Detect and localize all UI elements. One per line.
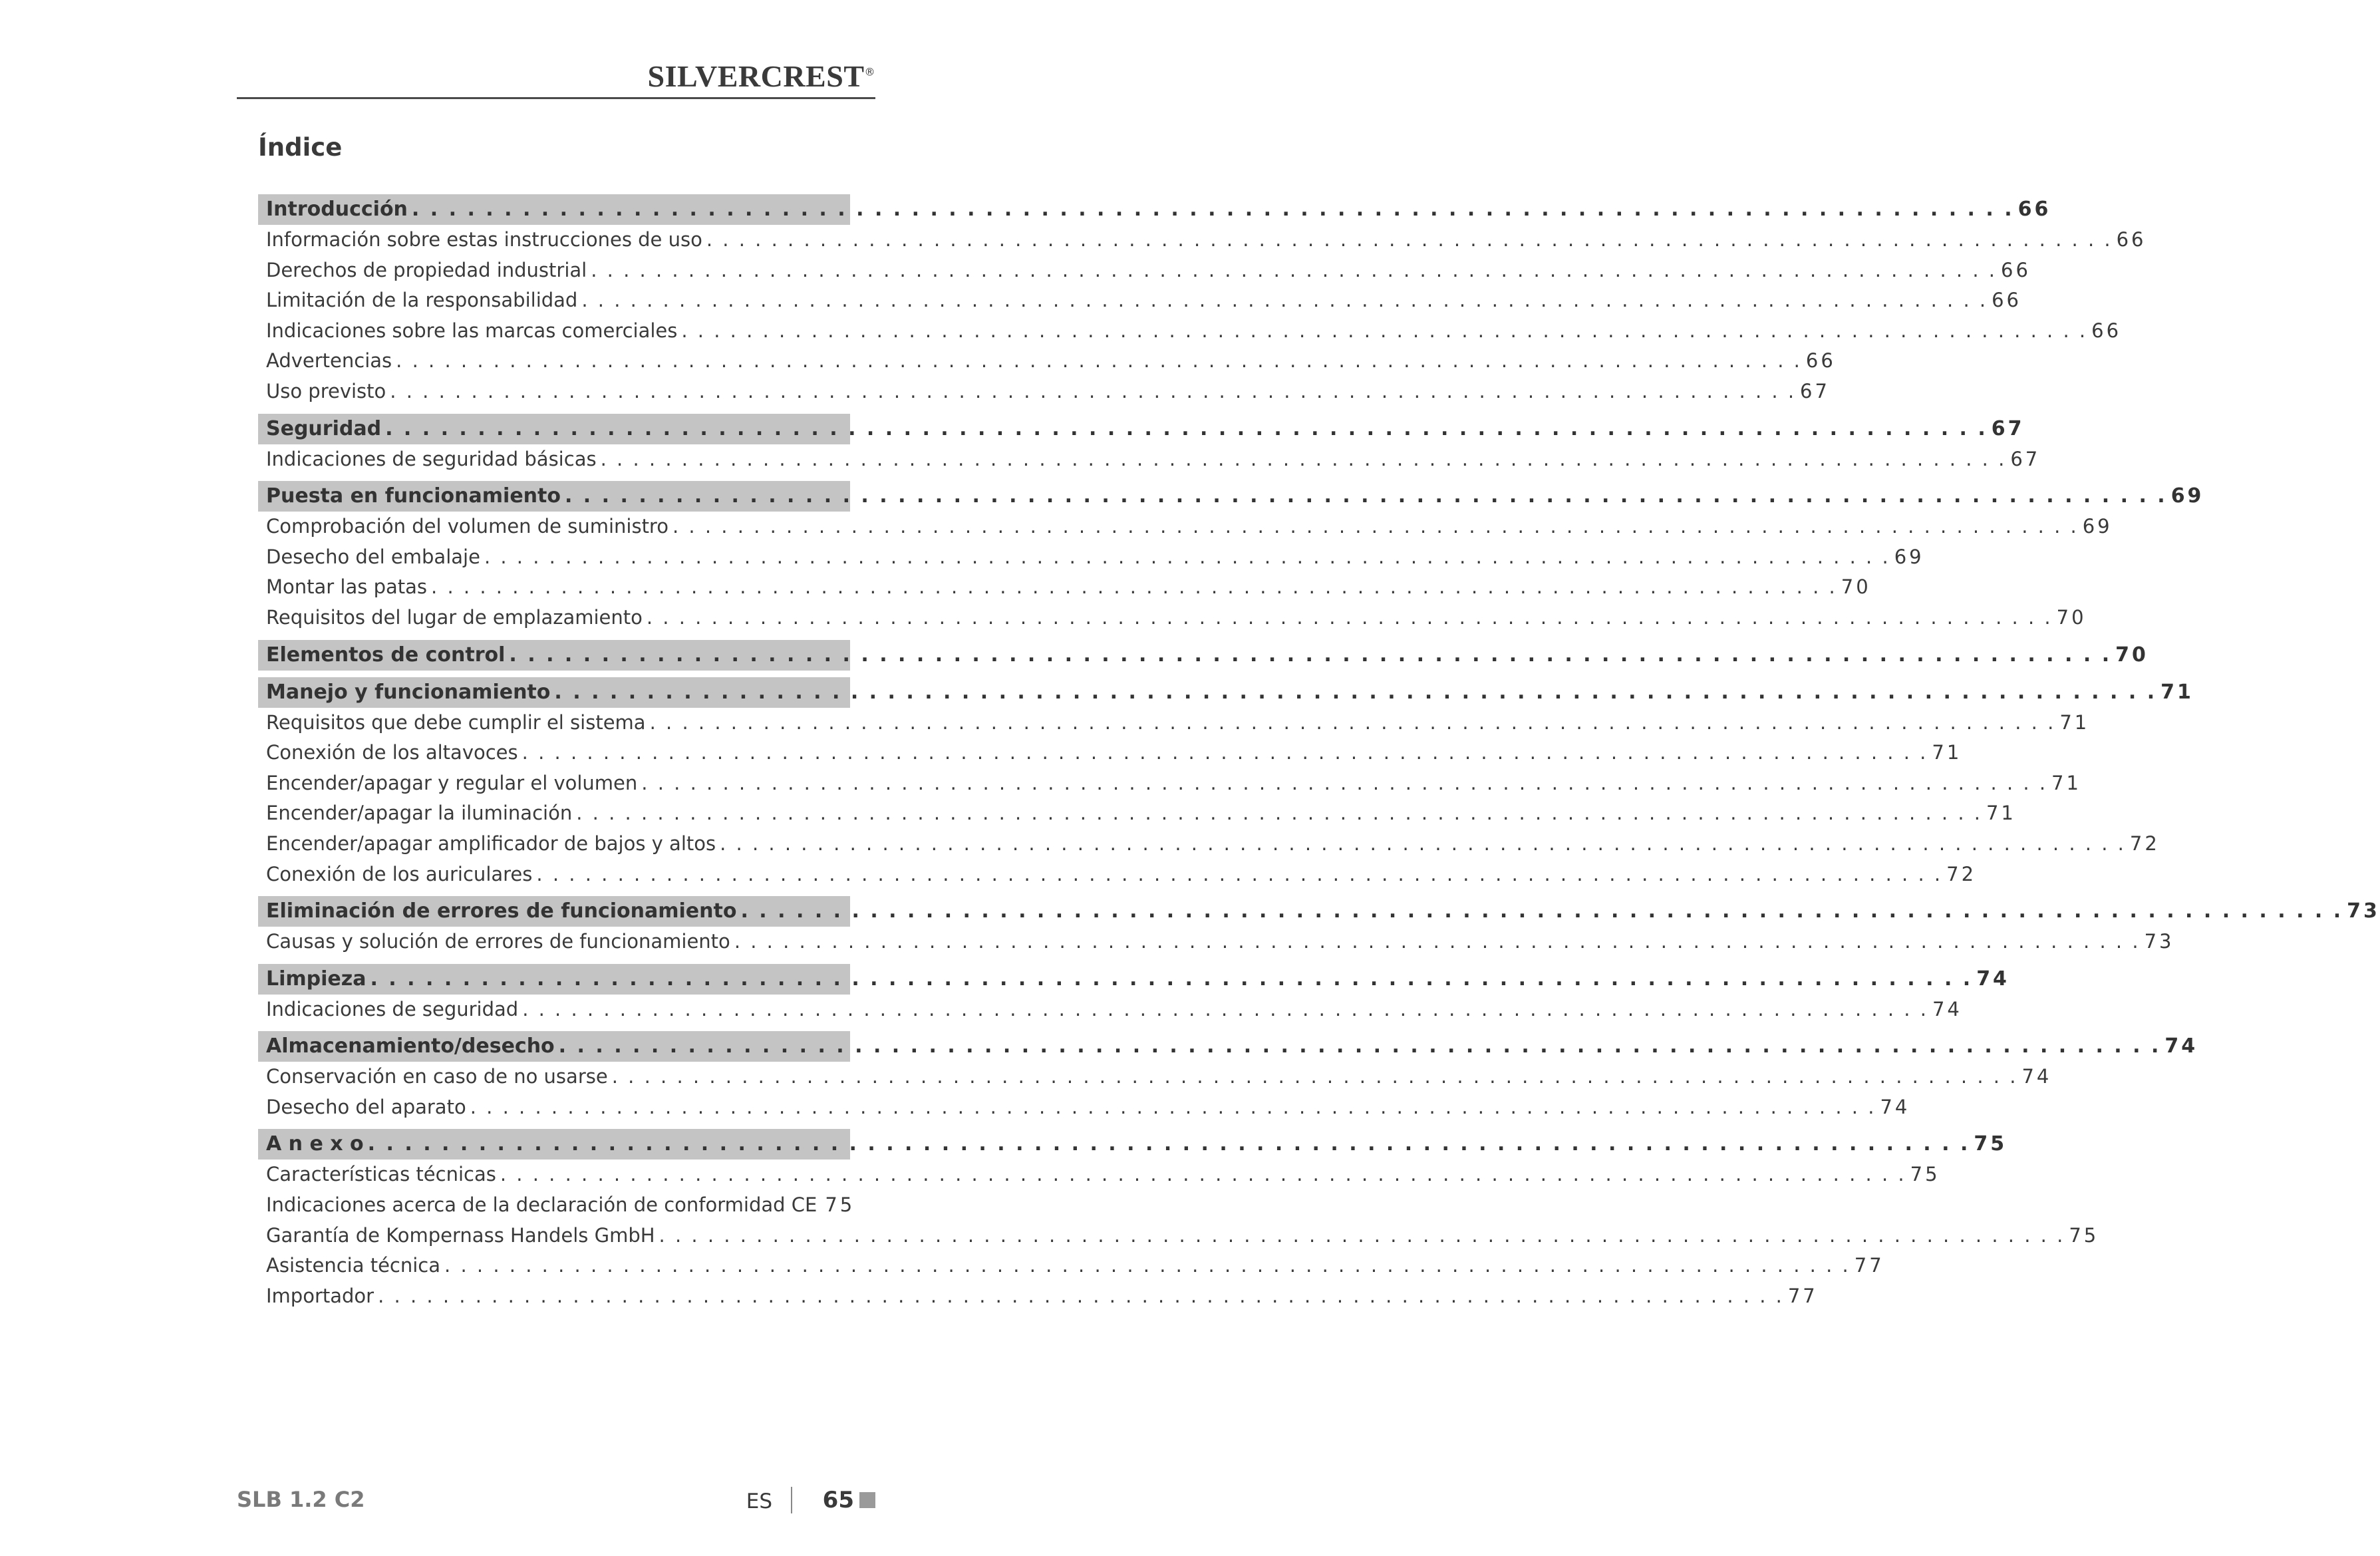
toc-entry[interactable]: [258, 444, 2041, 475]
toc-entry-page: 67: [2010, 447, 2041, 470]
toc-entry[interactable]: [258, 1251, 1884, 1281]
toc-entry[interactable]: [258, 708, 2090, 738]
toc-entry[interactable]: [258, 829, 2160, 859]
toc-section-title: Eliminación de errores de funcionamiento: [266, 899, 737, 923]
toc-section-page: 71: [2160, 680, 2194, 704]
toc-entry-label: Indicaciones de seguridad básicas: [266, 447, 597, 470]
header-divider: [237, 97, 875, 99]
page-header: [237, 47, 875, 100]
toc-entry-label: Advertencias: [266, 349, 392, 373]
dot-leader: [412, 194, 2014, 225]
toc-entry-page: 71: [2059, 710, 2090, 734]
toc-entry-page: 71: [1932, 741, 1962, 764]
toc-section-title: Limpieza: [266, 967, 367, 991]
toc-section-page: 67: [1991, 416, 2025, 440]
toc-entry[interactable]: [258, 859, 1977, 890]
table-of-contents: [258, 194, 2380, 1311]
toc-entry[interactable]: [258, 738, 1962, 768]
toc-entry-page: 70: [2056, 605, 2087, 629]
toc-section-page: 69: [2170, 484, 2204, 508]
toc-entry-label: Desecho del embalaje: [266, 545, 480, 568]
dot-leader: [500, 1160, 1906, 1190]
toc-entry-label: Desecho del aparato: [266, 1095, 466, 1118]
dot-leader: [612, 1062, 2018, 1092]
toc-entry-label: Requisitos que debe cumplir el sistema: [266, 710, 646, 734]
dot-leader: [740, 896, 2343, 927]
toc-section-page: 74: [1976, 967, 2009, 991]
dot-leader: [522, 995, 1928, 1025]
toc-entry-page: 71: [1986, 802, 2016, 825]
toc-section-page: 75: [1974, 1132, 2008, 1156]
toc-entry-page: 71: [2051, 771, 2081, 794]
toc-entry-page: 72: [2129, 832, 2160, 855]
dot-leader: [484, 542, 1890, 573]
toc-entry-page: 73: [2144, 930, 2174, 953]
toc-entry[interactable]: [258, 1221, 2099, 1251]
toc-entry-page: 72: [1946, 862, 1977, 885]
toc-entry-label: Encender/apagar amplificador de bajos y altos: [266, 832, 716, 855]
toc-section-title: Elementos de control: [266, 643, 506, 667]
toc-entry-label: Conexión de los auriculares: [266, 862, 533, 885]
toc-entry[interactable]: [258, 1062, 2052, 1092]
toc-entry-label: Encender/apagar y regular el volumen: [266, 771, 638, 794]
model-number: SLB 1.2 C2: [237, 1487, 365, 1512]
toc-entry-page: 66: [1805, 349, 1836, 373]
toc-entry-label: Conexión de los altavoces: [266, 741, 518, 764]
dot-leader: [672, 512, 2079, 542]
toc-entry-page: 75: [825, 1193, 855, 1217]
page-number: 65: [822, 1487, 854, 1513]
dot-leader: [470, 1092, 1876, 1123]
dot-leader: [370, 964, 1972, 995]
toc-section-title: Seguridad: [266, 416, 382, 440]
footer-divider: [791, 1487, 792, 1513]
dot-leader: [720, 829, 2126, 859]
toc-section-header[interactable]: [258, 194, 2051, 225]
toc-entry-page: 77: [1787, 1284, 1818, 1307]
toc-entry-page: 66: [2091, 319, 2122, 342]
toc-section-header[interactable]: [258, 1031, 2198, 1062]
toc-entry-page: 77: [1854, 1254, 1884, 1277]
toc-section-page: 70: [2115, 643, 2149, 667]
dot-leader: [378, 1281, 1784, 1312]
toc-entry-page: 67: [1800, 379, 1830, 402]
toc-section-header[interactable]: [258, 964, 2009, 995]
toc-entry[interactable]: [258, 798, 2016, 829]
toc-entry[interactable]: [258, 768, 2081, 799]
dot-leader: [390, 377, 1796, 407]
toc-entry-page: 66: [2116, 228, 2147, 251]
toc-entry[interactable]: [258, 542, 1924, 573]
toc-entry-page: 70: [1841, 575, 1871, 599]
language-code: ES: [746, 1489, 772, 1513]
dot-leader: [659, 1221, 2065, 1251]
toc-entry[interactable]: [258, 377, 1830, 407]
toc-entry-page: 75: [1910, 1163, 1940, 1186]
dot-leader: [706, 225, 2113, 255]
toc-section-header[interactable]: [258, 414, 2025, 444]
toc-section-header[interactable]: [258, 1129, 2008, 1160]
dot-leader: [536, 859, 1942, 890]
dot-leader: [581, 285, 1988, 316]
toc-section-title: Almacenamiento/desecho: [266, 1034, 555, 1058]
dot-leader: [385, 414, 1988, 444]
toc-entry-page: 75: [2069, 1223, 2099, 1247]
toc-entry[interactable]: [258, 346, 1836, 377]
toc-section-page: 73: [2347, 899, 2380, 923]
dot-leader: [650, 708, 2056, 738]
toc-entry[interactable]: [258, 225, 2147, 255]
toc-section-title: A n e x o: [266, 1132, 364, 1156]
toc-section-page: 66: [2017, 198, 2051, 221]
dot-leader: [647, 603, 2053, 633]
toc-entry-label: Comprobación del volumen de suministro: [266, 515, 669, 538]
toc-entry-label: Conservación en caso de no usarse: [266, 1065, 608, 1088]
dot-leader: [509, 640, 2111, 671]
toc-entry[interactable]: [258, 512, 2113, 542]
dot-leader: [576, 798, 1982, 829]
dot-leader: [554, 677, 2157, 708]
page-footer: [237, 1487, 875, 1527]
dot-leader: [431, 572, 1837, 603]
toc-section-title: Puesta en funcionamiento: [266, 484, 561, 508]
dot-leader: [601, 444, 2007, 475]
toc-entry-label: Requisitos del lugar de emplazamiento: [266, 605, 643, 629]
toc-entry[interactable]: [258, 603, 2087, 633]
dot-leader: [565, 481, 2167, 512]
toc-entry-label: Encender/apagar la iluminación: [266, 802, 573, 825]
toc-entry-label: Causas y solución de errores de funcionamiento: [266, 930, 730, 953]
toc-entry[interactable]: [258, 1281, 1818, 1312]
toc-entry[interactable]: [258, 1190, 855, 1221]
toc-section-header[interactable]: [258, 481, 2204, 512]
toc-entry-label: Indicaciones acerca de la declaración de conformidad CE: [266, 1193, 818, 1217]
dot-leader: [522, 738, 1928, 768]
dot-leader: [396, 346, 1802, 377]
dot-leader: [641, 768, 2047, 799]
toc-entry-page: 69: [2082, 515, 2113, 538]
toc-entry-label: Indicaciones de seguridad: [266, 997, 519, 1020]
toc-section-page: 74: [2164, 1034, 2198, 1058]
toc-section-title: Manejo y funcionamiento: [266, 680, 551, 704]
toc-entry-label: Características técnicas: [266, 1163, 496, 1186]
toc-entry-page: 66: [2001, 258, 2031, 281]
toc-section-header[interactable]: [258, 640, 2149, 671]
dot-leader: [444, 1251, 1851, 1281]
toc-entry-label: Importador: [266, 1284, 374, 1307]
toc-entry-page: 74: [2021, 1065, 2052, 1088]
toc-entry-label: Indicaciones sobre las marcas comerciales: [266, 319, 678, 342]
toc-entry-label: Asistencia técnica: [266, 1254, 441, 1277]
toc-entry-page: 74: [1932, 997, 1962, 1020]
toc-entry[interactable]: [258, 316, 2122, 347]
toc-section-title: Introducción: [266, 198, 408, 221]
toc-entry-label: Montar las patas: [266, 575, 428, 599]
square-marker-icon: [859, 1492, 875, 1508]
dot-leader: [591, 255, 1997, 286]
toc-entry[interactable]: [258, 927, 2174, 957]
toc-entry[interactable]: [258, 255, 2031, 286]
toc-entry-label: Limitación de la responsabilidad: [266, 289, 578, 312]
toc-entry-label: Garantía de Kompernass Handels GmbH: [266, 1223, 655, 1247]
page-title: Índice: [258, 133, 343, 162]
toc-section-header[interactable]: [258, 896, 2380, 927]
toc-entry[interactable]: [258, 1160, 1940, 1190]
toc-entry[interactable]: [258, 995, 1962, 1025]
dot-leader: [681, 316, 2087, 347]
toc-entry[interactable]: [258, 1092, 1910, 1123]
dot-leader: [368, 1129, 1970, 1160]
brand-logo: SILVERCREST®: [647, 59, 875, 93]
toc-entry[interactable]: [258, 572, 1871, 603]
toc-entry-label: Información sobre estas instrucciones de uso: [266, 228, 702, 251]
toc-entry-page: 69: [1894, 545, 1924, 568]
toc-section-header[interactable]: [258, 677, 2194, 708]
dot-leader: [559, 1031, 2161, 1062]
dot-leader: [734, 927, 2141, 957]
toc-entry-page: 66: [1992, 289, 2022, 312]
toc-entry[interactable]: [258, 285, 2022, 316]
toc-entry-label: Derechos de propiedad industrial: [266, 258, 587, 281]
toc-entry-page: 74: [1880, 1095, 1910, 1118]
toc-entry-label: Uso previsto: [266, 379, 386, 402]
